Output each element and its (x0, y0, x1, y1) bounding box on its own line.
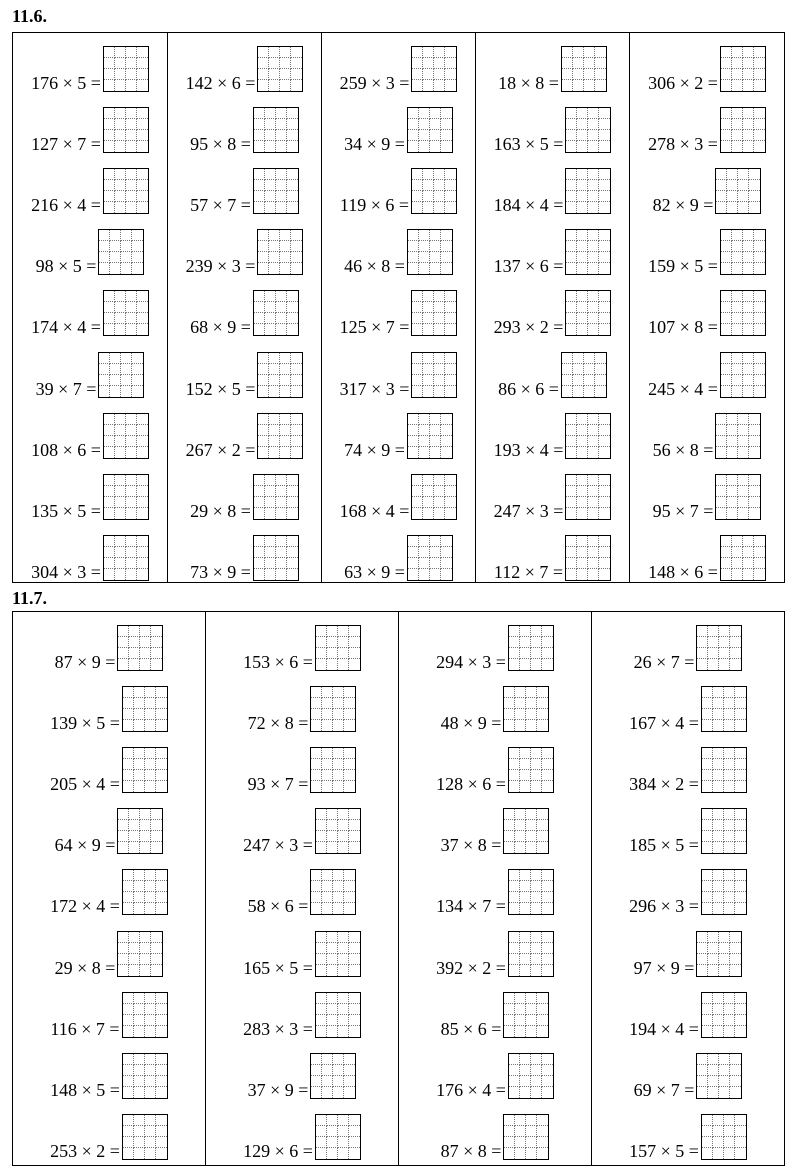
multiplication-expression: 73 × 9 = (190, 561, 251, 582)
answer-grid-box[interactable] (508, 625, 554, 671)
answer-grid-box[interactable] (715, 474, 761, 520)
answer-grid-box[interactable] (565, 535, 611, 581)
answer-grid-box[interactable] (257, 229, 303, 275)
exercise-row (168, 522, 321, 583)
exercise-column (13, 612, 206, 1165)
multiplication-expression: 176 × 4 = (436, 1079, 506, 1100)
multiplication-expression: 112 × 7 = (493, 561, 564, 582)
multiplication-expression: 172 × 4 = (50, 896, 120, 917)
exercise-row (322, 94, 475, 155)
exercise-row (322, 216, 475, 277)
answer-grid-box[interactable] (696, 931, 742, 977)
exercise-row (476, 94, 629, 155)
answer-grid-box[interactable] (508, 869, 554, 915)
multiplication-expression: 153 × 6 = (243, 652, 313, 672)
exercise-row (168, 33, 321, 94)
multiplication-expression: 384 × 2 = (629, 774, 699, 795)
exercise-row (322, 277, 475, 338)
exercise-row (630, 33, 784, 94)
answer-grid-box[interactable] (253, 168, 299, 214)
answer-grid-box[interactable] (508, 931, 554, 977)
exercise-table-11-6 (12, 32, 785, 583)
answer-grid-box[interactable] (720, 46, 766, 92)
exercise-row (168, 339, 321, 400)
exercise-row (322, 33, 475, 94)
multiplication-expression: 125 × 7 = (339, 317, 410, 338)
multiplication-expression: 168 × 4 = (339, 500, 410, 521)
answer-grid-box[interactable] (253, 290, 299, 336)
answer-grid-box[interactable] (253, 474, 299, 520)
section-title-11-6: 11.6. (12, 6, 48, 26)
exercise-row (592, 612, 784, 673)
exercise-row (399, 673, 591, 734)
exercise-row (476, 400, 629, 461)
exercise-row (592, 1101, 784, 1162)
exercise-row (13, 856, 205, 917)
exercise-row (630, 461, 784, 522)
multiplication-expression: 63 × 9 = (344, 561, 405, 582)
answer-grid-box[interactable] (98, 352, 144, 398)
multiplication-expression: 194 × 4 = (629, 1018, 699, 1039)
exercise-column (322, 33, 476, 582)
answer-grid-box[interactable] (315, 1114, 361, 1160)
answer-grid-box[interactable] (310, 686, 356, 732)
multiplication-expression: 317 × 3 = (339, 378, 410, 399)
multiplication-expression: 135 × 5 = (31, 500, 101, 521)
exercise-row (206, 1101, 398, 1162)
answer-grid-box[interactable] (310, 869, 356, 915)
exercise-row (206, 856, 398, 917)
multiplication-expression: 278 × 3 = (648, 134, 718, 155)
multiplication-expression: 87 × 8 = (440, 1140, 502, 1161)
multiplication-expression: 283 × 3 = (243, 1018, 313, 1039)
answer-grid-box[interactable] (253, 107, 299, 153)
exercise-row (592, 1040, 784, 1101)
answer-grid-box[interactable] (315, 808, 361, 854)
exercise-row (399, 856, 591, 917)
exercise-row (168, 216, 321, 277)
multiplication-expression: 216 × 4 = (31, 195, 101, 216)
exercise-row (13, 979, 205, 1040)
exercise-row (399, 612, 591, 673)
multiplication-expression: 86 × 6 = (498, 378, 559, 399)
exercise-row (13, 1101, 205, 1162)
multiplication-expression: 85 × 6 = (440, 1018, 502, 1039)
answer-grid-box[interactable] (407, 535, 453, 581)
answer-grid-box[interactable] (565, 474, 611, 520)
exercise-row (322, 155, 475, 216)
answer-grid-box[interactable] (701, 869, 747, 915)
multiplication-expression: 128 × 6 = (436, 774, 506, 795)
exercise-row (206, 918, 398, 979)
exercise-row (592, 795, 784, 856)
multiplication-expression: 18 × 8 = (498, 73, 559, 93)
multiplication-expression: 29 × 8 = (190, 500, 251, 521)
exercise-row (322, 400, 475, 461)
multiplication-expression: 95 × 8 = (190, 134, 251, 155)
multiplication-expression: 148 × 6 = (648, 561, 718, 582)
exercise-row (168, 400, 321, 461)
exercise-row (13, 277, 167, 338)
answer-grid-box[interactable] (715, 168, 761, 214)
multiplication-expression: 57 × 7 = (190, 195, 251, 216)
exercise-row (476, 277, 629, 338)
multiplication-expression: 64 × 9 = (54, 835, 116, 856)
answer-grid-box[interactable] (407, 107, 453, 153)
exercise-row (206, 673, 398, 734)
exercise-row (13, 673, 205, 734)
multiplication-expression: 247 × 3 = (243, 835, 313, 856)
answer-grid-box[interactable] (122, 686, 168, 732)
exercise-column (13, 33, 168, 582)
answer-grid-box[interactable] (411, 352, 457, 398)
multiplication-expression: 97 × 9 = (633, 957, 695, 978)
multiplication-expression: 205 × 4 = (50, 774, 120, 795)
exercise-row (206, 612, 398, 673)
multiplication-expression: 134 × 7 = (436, 896, 506, 917)
multiplication-expression: 239 × 3 = (185, 256, 256, 277)
exercise-row (399, 734, 591, 795)
answer-grid-box[interactable] (117, 808, 163, 854)
answer-grid-box[interactable] (701, 686, 747, 732)
multiplication-expression: 98 × 5 = (35, 256, 97, 277)
answer-grid-box[interactable] (122, 1053, 168, 1099)
multiplication-expression: 46 × 8 = (344, 256, 405, 277)
answer-grid-box[interactable] (503, 1114, 549, 1160)
exercise-column (206, 612, 399, 1165)
multiplication-expression: 167 × 4 = (629, 713, 699, 734)
exercise-row (206, 979, 398, 1040)
multiplication-expression: 176 × 5 = (31, 73, 101, 93)
answer-grid-box[interactable] (315, 931, 361, 977)
answer-grid-box[interactable] (122, 869, 168, 915)
answer-grid-box[interactable] (103, 290, 149, 336)
answer-grid-box[interactable] (257, 352, 303, 398)
exercise-column (476, 33, 630, 582)
multiplication-expression: 34 × 9 = (344, 134, 405, 155)
exercise-row (592, 734, 784, 795)
exercise-column (592, 612, 784, 1165)
answer-grid-box[interactable] (565, 413, 611, 459)
exercise-row (476, 522, 629, 583)
exercise-row (13, 155, 167, 216)
exercise-column (630, 33, 784, 582)
answer-grid-box[interactable] (701, 1114, 747, 1160)
multiplication-expression: 294 × 3 = (436, 652, 506, 672)
multiplication-expression: 185 × 5 = (629, 835, 699, 856)
exercise-row (168, 94, 321, 155)
answer-grid-box[interactable] (503, 808, 549, 854)
multiplication-expression: 267 × 2 = (185, 439, 256, 460)
exercise-row (13, 612, 205, 673)
multiplication-expression: 127 × 7 = (31, 134, 101, 155)
exercise-row (206, 795, 398, 856)
multiplication-expression: 259 × 3 = (339, 73, 410, 93)
section-title-11-7: 11.7. (12, 588, 48, 608)
multiplication-expression: 29 × 8 = (54, 957, 116, 978)
answer-grid-box[interactable] (565, 107, 611, 153)
answer-grid-box[interactable] (411, 290, 457, 336)
exercise-row (13, 734, 205, 795)
answer-grid-box[interactable] (117, 931, 163, 977)
exercise-row (399, 918, 591, 979)
answer-grid-box[interactable] (720, 107, 766, 153)
answer-grid-box[interactable] (701, 747, 747, 793)
multiplication-expression: 392 × 2 = (436, 957, 506, 978)
answer-grid-box[interactable] (701, 808, 747, 854)
answer-grid-box[interactable] (103, 474, 149, 520)
exercise-row (630, 522, 784, 583)
multiplication-expression: 142 × 6 = (185, 73, 256, 93)
answer-grid-box[interactable] (315, 625, 361, 671)
multiplication-expression: 163 × 5 = (493, 134, 564, 155)
answer-grid-box[interactable] (411, 474, 457, 520)
multiplication-expression: 157 × 5 = (629, 1140, 699, 1161)
answer-grid-box[interactable] (696, 1053, 742, 1099)
answer-grid-box[interactable] (310, 747, 356, 793)
exercise-row (322, 339, 475, 400)
exercise-row (13, 918, 205, 979)
exercise-row (630, 94, 784, 155)
exercise-row (630, 277, 784, 338)
multiplication-expression: 253 × 2 = (50, 1140, 120, 1161)
exercise-row (13, 33, 167, 94)
multiplication-expression: 304 × 3 = (31, 561, 101, 582)
answer-grid-box[interactable] (122, 747, 168, 793)
multiplication-expression: 82 × 9 = (652, 195, 714, 216)
answer-grid-box[interactable] (503, 992, 549, 1038)
answer-grid-box[interactable] (257, 413, 303, 459)
multiplication-expression: 139 × 5 = (50, 713, 120, 734)
exercise-row (630, 400, 784, 461)
multiplication-expression: 37 × 9 = (247, 1079, 309, 1100)
answer-grid-box[interactable] (103, 107, 149, 153)
exercise-row (476, 33, 629, 94)
multiplication-expression: 39 × 7 = (35, 378, 97, 399)
answer-grid-box[interactable] (407, 413, 453, 459)
answer-grid-box[interactable] (253, 535, 299, 581)
exercise-row (206, 734, 398, 795)
multiplication-expression: 93 × 7 = (247, 774, 309, 795)
answer-grid-box[interactable] (117, 625, 163, 671)
exercise-row (592, 856, 784, 917)
answer-grid-box[interactable] (407, 229, 453, 275)
answer-grid-box[interactable] (103, 535, 149, 581)
exercise-row (13, 461, 167, 522)
answer-grid-box[interactable] (720, 352, 766, 398)
exercise-row (13, 522, 167, 583)
answer-grid-box[interactable] (701, 992, 747, 1038)
answer-grid-box[interactable] (411, 168, 457, 214)
multiplication-expression: 129 × 6 = (243, 1140, 313, 1161)
multiplication-expression: 119 × 6 = (339, 195, 410, 216)
answer-grid-box[interactable] (103, 46, 149, 92)
answer-grid-box[interactable] (565, 168, 611, 214)
multiplication-expression: 58 × 6 = (247, 896, 309, 917)
exercise-row (476, 216, 629, 277)
exercise-row (592, 673, 784, 734)
multiplication-expression: 165 × 5 = (243, 957, 313, 978)
exercise-row (630, 155, 784, 216)
multiplication-expression: 107 × 8 = (648, 317, 718, 338)
answer-grid-box[interactable] (720, 290, 766, 336)
answer-grid-box[interactable] (720, 535, 766, 581)
multiplication-expression: 193 × 4 = (493, 439, 564, 460)
multiplication-expression: 306 × 2 = (648, 73, 718, 93)
multiplication-expression: 152 × 5 = (185, 378, 256, 399)
multiplication-expression: 296 × 3 = (629, 896, 699, 917)
multiplication-expression: 26 × 7 = (633, 652, 695, 672)
multiplication-expression: 159 × 5 = (648, 256, 718, 277)
answer-grid-box[interactable] (411, 46, 457, 92)
exercise-column (168, 33, 322, 582)
exercise-row (399, 1101, 591, 1162)
exercise-column (399, 612, 592, 1165)
exercise-row (168, 277, 321, 338)
answer-grid-box[interactable] (565, 290, 611, 336)
exercise-row (13, 216, 167, 277)
exercise-row (168, 461, 321, 522)
answer-grid-box[interactable] (561, 352, 607, 398)
multiplication-expression: 56 × 8 = (652, 439, 714, 460)
multiplication-expression: 148 × 5 = (50, 1079, 120, 1100)
multiplication-expression: 68 × 9 = (190, 317, 251, 338)
multiplication-expression: 69 × 7 = (633, 1079, 695, 1100)
answer-grid-box[interactable] (720, 229, 766, 275)
answer-grid-box[interactable] (508, 747, 554, 793)
exercise-row (168, 155, 321, 216)
multiplication-expression: 95 × 7 = (652, 500, 714, 521)
exercise-row (592, 979, 784, 1040)
exercise-table-11-7 (12, 611, 785, 1166)
answer-grid-box[interactable] (103, 168, 149, 214)
multiplication-expression: 293 × 2 = (493, 317, 564, 338)
answer-grid-box[interactable] (310, 1053, 356, 1099)
answer-grid-box[interactable] (715, 413, 761, 459)
multiplication-expression: 108 × 6 = (31, 439, 101, 460)
multiplication-expression: 37 × 8 = (440, 835, 502, 856)
multiplication-expression: 87 × 9 = (54, 652, 116, 672)
multiplication-expression: 72 × 8 = (247, 713, 309, 734)
exercise-row (476, 461, 629, 522)
answer-grid-box[interactable] (315, 992, 361, 1038)
answer-grid-box[interactable] (257, 46, 303, 92)
multiplication-expression: 48 × 9 = (440, 713, 502, 734)
answer-grid-box[interactable] (98, 229, 144, 275)
answer-grid-box[interactable] (565, 229, 611, 275)
answer-grid-box[interactable] (503, 686, 549, 732)
exercise-row (630, 339, 784, 400)
exercise-row (13, 400, 167, 461)
answer-grid-box[interactable] (696, 625, 742, 671)
multiplication-expression: 245 × 4 = (648, 378, 718, 399)
answer-grid-box[interactable] (122, 1114, 168, 1160)
exercise-row (13, 94, 167, 155)
multiplication-expression: 184 × 4 = (493, 195, 564, 216)
multiplication-expression: 137 × 6 = (493, 256, 564, 277)
exercise-row (592, 918, 784, 979)
answer-grid-box[interactable] (122, 992, 168, 1038)
exercise-row (399, 979, 591, 1040)
exercise-row (476, 339, 629, 400)
exercise-row (399, 795, 591, 856)
multiplication-expression: 116 × 7 = (50, 1018, 120, 1039)
exercise-row (206, 1040, 398, 1101)
exercise-row (322, 461, 475, 522)
multiplication-expression: 247 × 3 = (493, 500, 564, 521)
multiplication-expression: 174 × 4 = (31, 317, 101, 338)
answer-grid-box[interactable] (103, 413, 149, 459)
exercise-row (399, 1040, 591, 1101)
exercise-row (322, 522, 475, 583)
answer-grid-box[interactable] (508, 1053, 554, 1099)
exercise-row (13, 795, 205, 856)
answer-grid-box[interactable] (561, 46, 607, 92)
exercise-row (476, 155, 629, 216)
exercise-row (13, 1040, 205, 1101)
exercise-row (630, 216, 784, 277)
multiplication-expression: 74 × 9 = (344, 439, 405, 460)
exercise-row (13, 339, 167, 400)
